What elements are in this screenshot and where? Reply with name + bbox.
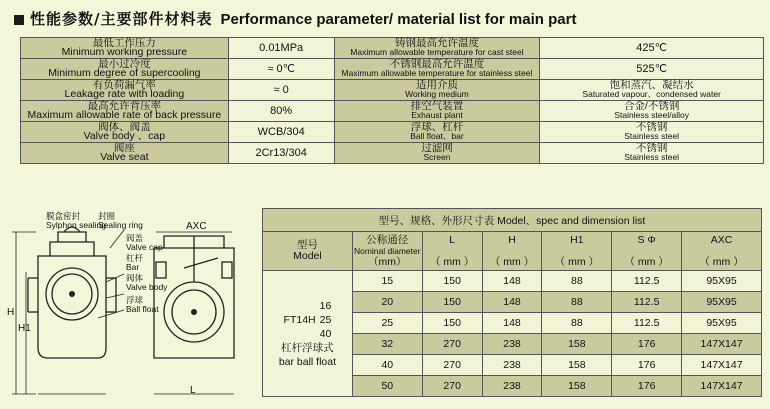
perf-left-label — [21, 101, 229, 122]
table-cell: 15 — [352, 271, 422, 292]
label-valve-body — [126, 274, 167, 292]
perf-left-en: Valve body 、cap — [83, 130, 166, 142]
header-axc — [682, 232, 762, 271]
table-cell: 95X95 — [682, 313, 762, 334]
perf-left-en: Leakage rate with loading — [64, 88, 185, 100]
label-ring-cn: 封圈 — [98, 211, 116, 221]
header-l-unit: （ mm ） — [429, 255, 475, 268]
table-cell: 148 — [482, 313, 542, 334]
table-cell: 50 — [352, 376, 422, 397]
perf-right-en: Screen — [423, 152, 451, 162]
header-h1 — [542, 232, 612, 271]
perf-right-value-cell — [540, 143, 764, 164]
table-cell: 150 — [422, 292, 482, 313]
perf-right-en: Maximum allowable temperature for stainless steel — [341, 68, 533, 78]
table-cell: 95X95 — [682, 271, 762, 292]
table-cell: 147X147 — [682, 376, 762, 397]
label-h1: H1 — [18, 323, 31, 334]
perf-row — [21, 101, 764, 122]
perf-left-value: 0.01MPa — [228, 38, 334, 59]
perf-right-cn: 铸钢最高允许温度 — [394, 37, 479, 49]
table-cell: 147X147 — [682, 355, 762, 376]
perf-right-value: 525℃ — [636, 62, 668, 75]
header-sphi-label: S Φ — [637, 233, 656, 246]
table-cell: 32 — [352, 334, 422, 355]
table-cell: 176 — [612, 334, 682, 355]
table-cell: 238 — [482, 376, 542, 397]
perf-left-cn: 阀座 — [113, 142, 135, 154]
perf-right-value-cell — [540, 59, 764, 80]
model-type-cn: 杠杆浮球式 — [281, 341, 334, 354]
perf-right-value: 425℃ — [636, 41, 668, 54]
perf-right-label — [334, 143, 540, 164]
table-cell: 112.5 — [612, 313, 682, 334]
label-bar — [126, 254, 143, 272]
perf-right-value-en: Stainless steel/alloy — [614, 110, 689, 120]
perf-left-label — [21, 59, 229, 80]
label-h: H — [7, 307, 15, 318]
perf-right-cn: 浮球、杠杆 — [410, 121, 464, 133]
label-cap-en: Valve cap — [126, 242, 163, 252]
label-sylphon-en: Sylphon sealing — [46, 220, 107, 230]
table-cell: 238 — [482, 334, 542, 355]
header-h — [482, 232, 542, 271]
perf-right-cn: 不锈钢最高允许温度 — [389, 58, 485, 70]
perf-right-cn: 排空气装置 — [410, 100, 464, 112]
table-cell: 148 — [482, 292, 542, 313]
table-cell: 112.5 — [612, 271, 682, 292]
table-cell: 270 — [422, 355, 482, 376]
header-l-label: L — [449, 233, 456, 246]
perf-row — [21, 59, 764, 80]
perf-left-value: ≈ 0 — [228, 80, 334, 101]
perf-right-value-cell — [540, 80, 764, 101]
model-type-en: bar ball float — [278, 355, 337, 368]
header-dn-unit: （mm） — [368, 255, 407, 268]
perf-right-label — [334, 80, 540, 101]
trap-diagram — [6, 208, 260, 404]
perf-right-value-cell — [540, 38, 764, 59]
table-cell: 40 — [352, 355, 422, 376]
label-axc: AXC — [186, 221, 207, 232]
label-ball-float — [126, 296, 159, 314]
perf-right-value-en: Saturated vapour、condensed water — [582, 89, 721, 99]
perf-left-value: 2Cr13/304 — [228, 143, 334, 164]
perf-right-value-en: Stainless steel — [624, 152, 680, 162]
model-size-16: 16 — [319, 299, 332, 312]
perf-left-cn: 阀体、阀盖 — [98, 121, 151, 133]
dimension-title: 型号、规格、外形尺寸表 Model、spec and dimension list — [263, 209, 762, 232]
perf-left-label — [21, 122, 229, 143]
perf-right-en: Working medium — [405, 89, 469, 99]
perf-right-label — [334, 101, 540, 122]
header-model-en: Model — [293, 250, 322, 262]
perf-right-en: Exhaust plant — [411, 110, 463, 120]
perf-row — [21, 80, 764, 101]
perf-left-en: Minimum working pressure — [61, 46, 188, 58]
model-size-25: 25 — [319, 313, 332, 326]
label-bar-cn: 杠杆 — [126, 253, 144, 263]
table-cell: 20 — [352, 292, 422, 313]
table-cell: 88 — [542, 292, 612, 313]
table-cell: 158 — [542, 376, 612, 397]
table-cell: 95X95 — [682, 292, 762, 313]
label-valve-cap — [126, 234, 163, 252]
perf-left-cn: 有负荷漏气率 — [92, 79, 156, 91]
table-cell: 150 — [422, 271, 482, 292]
perf-left-label — [21, 80, 229, 101]
perf-right-value-cn: 不锈钢 — [635, 121, 668, 133]
label-bar-en: Bar — [126, 262, 140, 272]
label-float-en: Ball float — [126, 304, 159, 314]
header-h-label: H — [508, 233, 516, 246]
perf-right-label — [334, 38, 540, 59]
label-cap-cn: 阀盖 — [126, 233, 144, 243]
table-cell: 158 — [542, 355, 612, 376]
label-sylphon-sealing — [46, 212, 106, 230]
perf-right-value-cell — [540, 122, 764, 143]
perf-right-cn: 适用介质 — [415, 79, 458, 91]
perf-row — [21, 143, 764, 164]
dimension-table — [262, 208, 762, 397]
header-axc-label: AXC — [710, 233, 733, 246]
label-body-en: Valve body — [126, 282, 168, 292]
header-model — [263, 232, 353, 271]
header-h1-label: H1 — [570, 233, 584, 246]
table-cell: 148 — [482, 271, 542, 292]
table-cell: 158 — [542, 334, 612, 355]
perf-right-value-cell — [540, 101, 764, 122]
header-dn-en: Nominal diameter — [353, 245, 421, 256]
perf-right-value-cn: 饱和蒸汽、凝结水 — [609, 79, 694, 91]
perf-row — [21, 122, 764, 143]
perf-row — [21, 38, 764, 59]
perf-left-en: Maximum allowable rate of back pressure — [27, 109, 222, 121]
perf-left-en: Minimum degree of supercooling — [48, 67, 201, 79]
label-body-cn: 阀体 — [126, 273, 144, 283]
header-l — [422, 232, 482, 271]
title-en: Performance parameter/ material list for main part — [220, 11, 577, 28]
header-h-unit: （ mm ） — [489, 255, 535, 268]
label-l: L — [190, 385, 196, 396]
perf-left-cn: 最低工作压力 — [92, 37, 156, 49]
perf-right-en: Ball float、bar — [410, 131, 464, 141]
table-cell: 270 — [422, 376, 482, 397]
perf-right-value-cn: 合金/不锈钢 — [623, 100, 680, 112]
perf-right-label — [334, 122, 540, 143]
table-cell: 112.5 — [612, 292, 682, 313]
title-cn: 性能参数/主要部件材料表 — [30, 10, 213, 28]
perf-left-value: 80% — [228, 101, 334, 122]
header-model-cn: 型号 — [296, 239, 318, 251]
model-name: FT14H — [283, 313, 316, 326]
perf-left-en: Valve seat — [100, 151, 149, 163]
table-cell: 176 — [612, 355, 682, 376]
perf-left-value: WCB/304 — [228, 122, 334, 143]
header-sphi-unit: （ mm ） — [624, 255, 669, 268]
perf-left-label — [21, 38, 229, 59]
label-sealing-ring — [98, 212, 143, 230]
table-cell: 25 — [352, 313, 422, 334]
perf-right-value-cn: 不锈钢 — [635, 142, 668, 154]
header-nominal-diameter — [352, 232, 422, 271]
label-sylphon-cn: 膜盒密封 — [46, 211, 81, 221]
model-size-40: 40 — [319, 327, 332, 340]
model-cell — [263, 271, 353, 397]
table-cell: 88 — [542, 313, 612, 334]
table-cell: 147X147 — [682, 334, 762, 355]
title-bullet — [14, 15, 24, 25]
perf-left-value: ≈ 0℃ — [228, 59, 334, 80]
performance-table — [20, 37, 764, 164]
header-h1-unit: （ mm ） — [554, 255, 599, 268]
table-cell: 176 — [612, 376, 682, 397]
label-float-cn: 浮球 — [126, 295, 144, 305]
header-axc-unit: （ mm ） — [699, 255, 744, 268]
perf-left-cn: 最高允许背压率 — [87, 100, 162, 112]
perf-right-label — [334, 59, 540, 80]
table-cell: 270 — [422, 334, 482, 355]
table-cell: 238 — [482, 355, 542, 376]
perf-left-cn: 最小过冷度 — [98, 58, 151, 70]
header-dn-cn: 公称通径 — [366, 233, 409, 246]
table-cell: 88 — [542, 271, 612, 292]
perf-right-value-en: Stainless steel — [624, 131, 680, 141]
perf-right-cn: 过滤网 — [421, 142, 453, 154]
perf-right-en: Maximum allowable temperature for cast steel — [350, 47, 524, 57]
page-title — [14, 8, 576, 29]
label-ring-en: Sealing ring — [98, 220, 143, 230]
header-sphi — [612, 232, 682, 271]
perf-left-label — [21, 143, 229, 164]
table-row — [263, 271, 762, 292]
table-cell: 150 — [422, 313, 482, 334]
